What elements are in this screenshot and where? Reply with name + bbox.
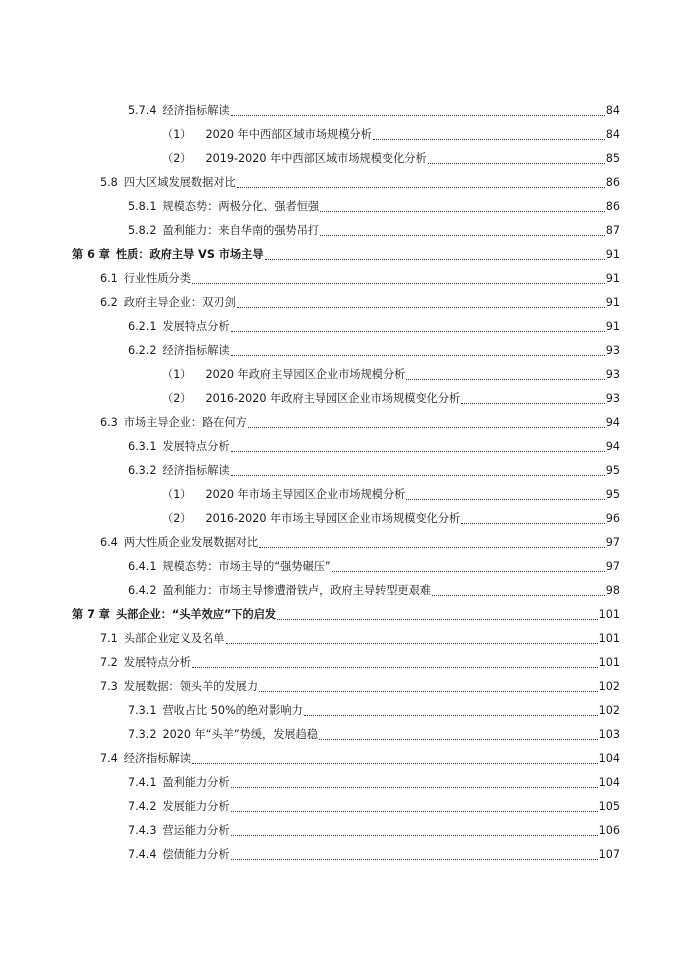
toc-entry-page: 96 bbox=[605, 512, 620, 525]
toc-entry-page: 107 bbox=[598, 848, 620, 861]
toc-entry-title: 四大区域发展数据对比 bbox=[123, 176, 236, 189]
toc-entry-number: （2） bbox=[162, 512, 192, 525]
toc-entry-title: 2016-2020 年政府主导园区企业市场规模变化分析 bbox=[205, 392, 461, 405]
toc-entry-title: 发展能力分析 bbox=[162, 800, 230, 813]
toc-entry-title: 2020 年市场主导园区企业市场规模分析 bbox=[205, 488, 406, 501]
toc-entry-title: 两大性质企业发展数据对比 bbox=[123, 536, 259, 549]
dot-leader bbox=[461, 507, 605, 531]
toc-entry-title: 发展特点分析 bbox=[162, 320, 230, 333]
toc-entry-number: 6.4.1 bbox=[128, 560, 157, 573]
toc-entry-title: 政府主导企业：双刃剑 bbox=[123, 296, 236, 309]
toc-entry-page: 104 bbox=[598, 752, 620, 765]
dot-leader bbox=[231, 435, 605, 459]
toc-entry-title: 2020 年政府主导园区企业市场规模分析 bbox=[205, 368, 406, 381]
toc-entry-page: 102 bbox=[598, 680, 620, 693]
toc-entry[interactable] bbox=[0, 411, 692, 435]
dot-leader bbox=[277, 603, 598, 627]
dot-leader bbox=[226, 627, 598, 651]
toc-entry-number: 6.4 bbox=[100, 536, 118, 549]
toc-entry-number: 6.2 bbox=[100, 296, 118, 309]
toc-entry-title: 2016-2020 年市场主导园区企业市场规模变化分析 bbox=[205, 512, 461, 525]
toc-entry-page: 86 bbox=[605, 176, 620, 189]
toc-entry[interactable] bbox=[0, 219, 692, 243]
dot-leader bbox=[231, 459, 605, 483]
dot-leader bbox=[406, 363, 604, 387]
toc-entry[interactable] bbox=[0, 339, 692, 363]
toc-entry-page: 93 bbox=[605, 392, 620, 405]
toc-entry-page: 94 bbox=[605, 416, 620, 429]
toc-entry-title: 发展数据：领头羊的发展力 bbox=[123, 680, 259, 693]
toc-entry-number: 7.4.1 bbox=[128, 776, 157, 789]
toc-entry-number: 7.2 bbox=[100, 656, 118, 669]
toc-entry-number: （1） bbox=[162, 488, 192, 501]
toc-entry-page: 105 bbox=[598, 800, 620, 813]
toc-entry-number: 6.2.1 bbox=[128, 320, 157, 333]
dot-leader bbox=[192, 267, 605, 291]
table-of-contents bbox=[0, 99, 692, 867]
toc-entry-page: 91 bbox=[605, 320, 620, 333]
toc-entry-number: 6.3.2 bbox=[128, 464, 157, 477]
dot-leader bbox=[332, 555, 605, 579]
dot-leader bbox=[265, 243, 605, 267]
dot-leader bbox=[259, 675, 598, 699]
dot-leader bbox=[237, 291, 605, 315]
toc-entry-title: 规模态势：两极分化、强者恒强 bbox=[162, 200, 320, 213]
toc-entry-title: 经济指标解读 bbox=[162, 464, 230, 477]
toc-entry[interactable] bbox=[0, 771, 692, 795]
toc-entry-title: 头部企业定义及名单 bbox=[123, 632, 225, 645]
toc-entry-number: 6.3.1 bbox=[128, 440, 157, 453]
toc-entry[interactable] bbox=[0, 171, 692, 195]
toc-entry-page: 97 bbox=[605, 560, 620, 573]
toc-entry[interactable] bbox=[0, 363, 692, 387]
toc-entry-page: 93 bbox=[605, 368, 620, 381]
toc-entry-title: 发展特点分析 bbox=[162, 440, 230, 453]
toc-entry-page: 106 bbox=[598, 824, 620, 837]
toc-entry-number: 6.4.2 bbox=[128, 584, 157, 597]
toc-entry-page: 84 bbox=[605, 128, 620, 141]
toc-entry-title: 市场主导企业：路在何方 bbox=[123, 416, 247, 429]
dot-leader bbox=[231, 819, 598, 843]
toc-entry-title: 性质：政府主导 VS 市场主导 bbox=[115, 248, 264, 261]
toc-entry-page: 102 bbox=[598, 704, 620, 717]
toc-entry-number: 5.7.4 bbox=[128, 104, 157, 117]
dot-leader bbox=[231, 339, 605, 363]
toc-entry-title: 盈利能力：来自华南的强势吊打 bbox=[162, 224, 320, 237]
toc-entry-title: 2020 年“头羊”势缓，发展趋稳 bbox=[162, 728, 318, 741]
toc-entry-title: 经济指标解读 bbox=[162, 104, 230, 117]
toc-entry[interactable] bbox=[0, 483, 692, 507]
toc-entry[interactable] bbox=[0, 507, 692, 531]
toc-entry-number: 5.8.1 bbox=[128, 200, 157, 213]
dot-leader bbox=[432, 579, 605, 603]
toc-entry-page: 87 bbox=[605, 224, 620, 237]
toc-entry-page: 104 bbox=[598, 776, 620, 789]
toc-entry-number: 7.4.2 bbox=[128, 800, 157, 813]
dot-leader bbox=[231, 795, 598, 819]
toc-entry-number: 第 6 章 bbox=[72, 248, 110, 261]
dot-leader bbox=[231, 843, 598, 867]
toc-entry-page: 98 bbox=[605, 584, 620, 597]
toc-entry-number: （1） bbox=[162, 128, 192, 141]
dot-leader bbox=[259, 531, 605, 555]
toc-entry-number: 7.1 bbox=[100, 632, 118, 645]
toc-entry[interactable] bbox=[0, 843, 692, 867]
toc-entry[interactable] bbox=[0, 459, 692, 483]
toc-entry-page: 86 bbox=[605, 200, 620, 213]
dot-leader bbox=[231, 99, 605, 123]
toc-entry-page: 97 bbox=[605, 536, 620, 549]
toc-entry-number: 第 7 章 bbox=[72, 608, 110, 621]
toc-entry-page: 84 bbox=[605, 104, 620, 117]
toc-entry-page: 101 bbox=[598, 656, 620, 669]
toc-entry[interactable] bbox=[0, 531, 692, 555]
toc-entry-page: 95 bbox=[605, 464, 620, 477]
dot-leader bbox=[248, 411, 605, 435]
toc-entry[interactable] bbox=[0, 699, 692, 723]
dot-leader bbox=[319, 723, 598, 747]
toc-entry-title: 规模态势：市场主导的“强势碾压” bbox=[162, 560, 331, 573]
toc-entry[interactable] bbox=[0, 267, 692, 291]
toc-entry-number: 7.4 bbox=[100, 752, 118, 765]
toc-entry-number: 6.3 bbox=[100, 416, 118, 429]
dot-leader bbox=[231, 771, 598, 795]
dot-leader bbox=[373, 123, 605, 147]
dot-leader bbox=[231, 315, 605, 339]
toc-entry[interactable] bbox=[0, 435, 692, 459]
toc-entry-title: 偿债能力分析 bbox=[162, 848, 230, 861]
toc-entry-page: 91 bbox=[605, 272, 620, 285]
toc-entry[interactable] bbox=[0, 123, 692, 147]
toc-entry-number: 7.3.2 bbox=[128, 728, 157, 741]
toc-entry-number: （2） bbox=[162, 392, 192, 405]
toc-entry-number: 5.8.2 bbox=[128, 224, 157, 237]
toc-entry[interactable] bbox=[0, 795, 692, 819]
toc-chapter-entry[interactable] bbox=[0, 243, 692, 267]
toc-entry[interactable] bbox=[0, 627, 692, 651]
toc-entry-page: 95 bbox=[605, 488, 620, 501]
toc-entry-title: 行业性质分类 bbox=[123, 272, 191, 285]
toc-entry-page: 91 bbox=[605, 296, 620, 309]
toc-entry[interactable] bbox=[0, 195, 692, 219]
toc-entry-title: 盈利能力分析 bbox=[162, 776, 230, 789]
toc-entry-number: 7.4.4 bbox=[128, 848, 157, 861]
toc-entry-title: 2019-2020 年中西部区域市场规模变化分析 bbox=[205, 152, 427, 165]
toc-entry[interactable] bbox=[0, 387, 692, 411]
toc-entry[interactable] bbox=[0, 747, 692, 771]
toc-entry[interactable] bbox=[0, 819, 692, 843]
dot-leader bbox=[461, 387, 605, 411]
dot-leader bbox=[192, 651, 598, 675]
toc-entry-title: 经济指标解读 bbox=[162, 344, 230, 357]
toc-entry-title: 2020 年中西部区域市场规模分析 bbox=[205, 128, 372, 141]
toc-entry-number: 7.4.3 bbox=[128, 824, 157, 837]
toc-entry[interactable] bbox=[0, 147, 692, 171]
toc-entry-title: 营运能力分析 bbox=[162, 824, 230, 837]
toc-entry[interactable] bbox=[0, 675, 692, 699]
toc-entry[interactable] bbox=[0, 99, 692, 123]
toc-entry[interactable] bbox=[0, 723, 692, 747]
toc-entry-page: 91 bbox=[605, 248, 620, 261]
toc-entry-title: 头部企业：“头羊效应”下的启发 bbox=[115, 608, 277, 621]
dot-leader bbox=[406, 483, 604, 507]
toc-chapter-entry[interactable] bbox=[0, 603, 692, 627]
toc-entry-title: 发展特点分析 bbox=[123, 656, 191, 669]
toc-entry-title: 盈利能力：市场主导惨遭滑铁卢，政府主导转型更艰难 bbox=[162, 584, 431, 597]
toc-entry[interactable] bbox=[0, 555, 692, 579]
toc-entry-number: 5.8 bbox=[100, 176, 118, 189]
toc-entry-number: （1） bbox=[162, 368, 192, 381]
toc-entry-number: （2） bbox=[162, 152, 192, 165]
toc-entry-number: 6.2.2 bbox=[128, 344, 157, 357]
dot-leader bbox=[428, 147, 605, 171]
toc-entry[interactable] bbox=[0, 291, 692, 315]
toc-entry-page: 103 bbox=[598, 728, 620, 741]
toc-entry-number: 6.1 bbox=[100, 272, 118, 285]
toc-entry-page: 101 bbox=[598, 608, 620, 621]
toc-entry[interactable] bbox=[0, 315, 692, 339]
dot-leader bbox=[304, 699, 598, 723]
toc-entry-number: 7.3.1 bbox=[128, 704, 157, 717]
toc-entry-page: 85 bbox=[605, 152, 620, 165]
toc-entry-number: 7.3 bbox=[100, 680, 118, 693]
toc-entry-page: 94 bbox=[605, 440, 620, 453]
toc-entry[interactable] bbox=[0, 579, 692, 603]
dot-leader bbox=[237, 171, 605, 195]
dot-leader bbox=[192, 747, 598, 771]
dot-leader bbox=[320, 195, 605, 219]
toc-entry[interactable] bbox=[0, 651, 692, 675]
toc-entry-title: 经济指标解读 bbox=[123, 752, 191, 765]
toc-entry-page: 93 bbox=[605, 344, 620, 357]
dot-leader bbox=[320, 219, 605, 243]
toc-entry-title: 营收占比 50%的绝对影响力 bbox=[162, 704, 303, 717]
toc-entry-page: 101 bbox=[598, 632, 620, 645]
